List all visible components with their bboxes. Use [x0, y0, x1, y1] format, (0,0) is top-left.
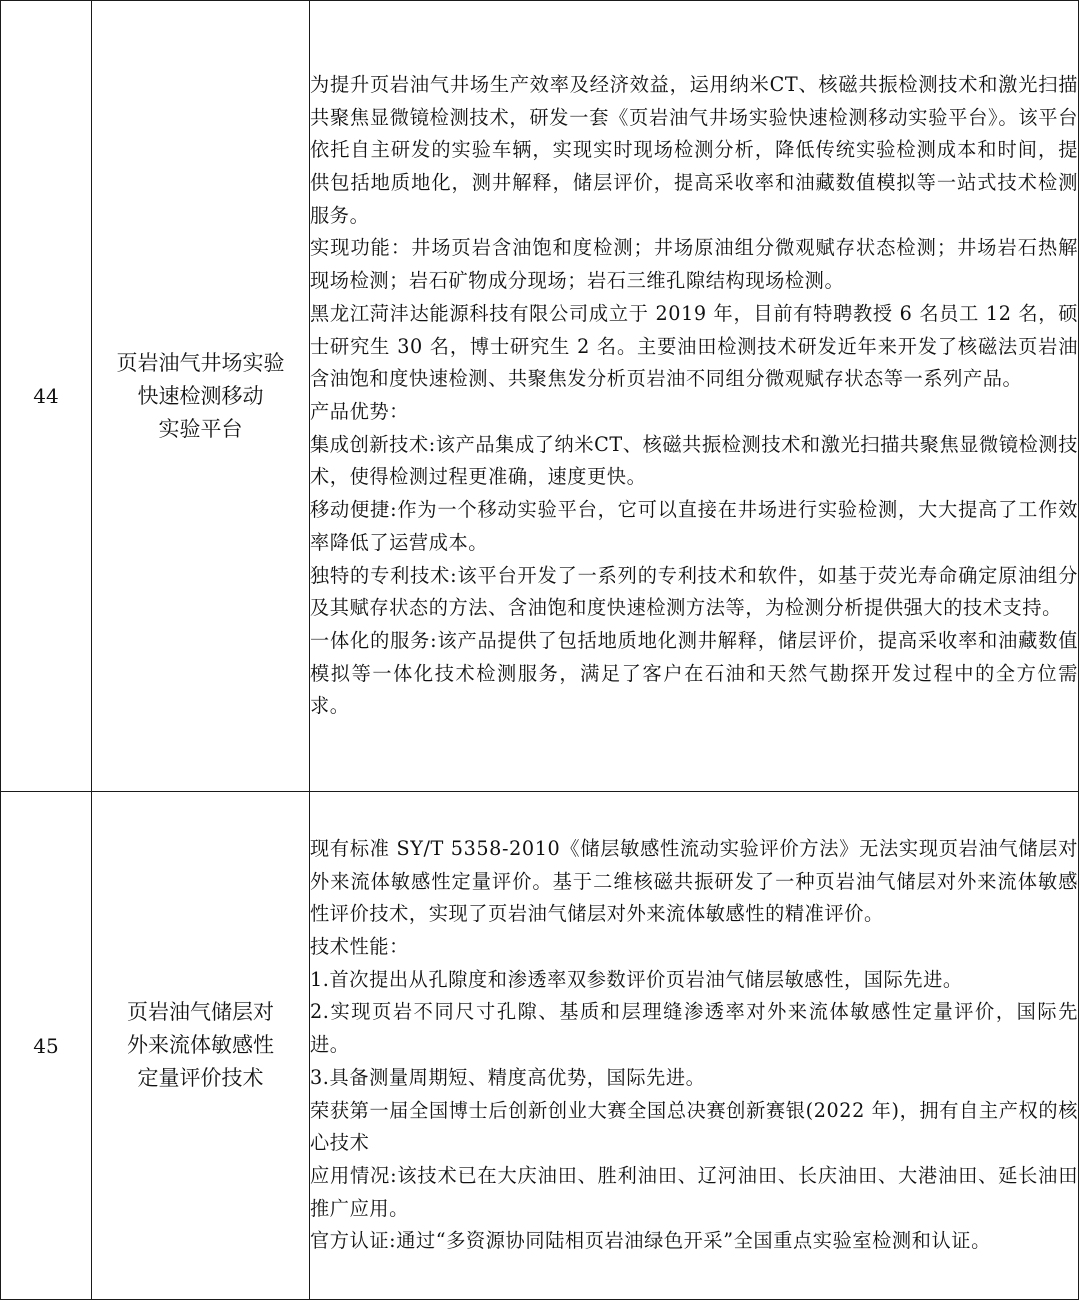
description-paragraph: 产品优势： [310, 400, 409, 423]
description-paragraph: 移动便捷:作为一个移动实验平台，它可以直接在井场进行实验检测，大大提高了工作效率降低了运营成本。 [310, 498, 1078, 554]
product-name-line: 快速检测移动 [137, 383, 264, 408]
description-paragraph: 荣获第一届全国博士后创新创业大赛全国总决赛创新赛银(2022 年)，拥有自主产权的核心技术 [310, 1098, 1078, 1155]
table-row [1, 1, 1079, 792]
description-paragraph: 一体化的服务:该产品提供了包括地质地化测井解释，储层评价，提高采收率和油藏数值模拟等一体化技术检测服务，满足了客户在石油和天然气勘探开发过程中的全方位需求。 [310, 628, 1078, 718]
row-number-cell [1, 792, 92, 1300]
product-name-cell [92, 1, 310, 792]
description-paragraph: 实现功能：井场页岩含油饱和度检测；井场原油组分微观赋存状态检测；井场岩石热解现场检测；岩石矿物成分现场；岩石三维孔隙结构现场检测。 [310, 236, 1078, 293]
table-row [1, 792, 1079, 1300]
description-paragraph: 黑龙江菏沣达能源科技有限公司成立于 2019 年，目前有特聘教授 6 名员工 12 名，硕士研究生 30 名，博士研究生 2 名。主要油田检测技术研发近年来开发了核磁法页岩油含油饱和度快速检测、共聚焦发分析页岩油不同组分微观赋存状态等一系列产品。 [310, 301, 1078, 391]
product-description-cell [310, 1, 1079, 792]
row-number-cell [1, 1, 92, 792]
product-name-line: 实验平台 [158, 416, 243, 441]
row-number: 45 [33, 1033, 59, 1058]
product-name-line: 页岩油气储层对 [127, 1000, 274, 1024]
row-number: 44 [33, 384, 59, 408]
product-description-cell [310, 792, 1079, 1300]
description-paragraph: 现有标准 SY/T 5358-2010《储层敏感性流动实验评价方法》无法实现页岩油气储层对外来流体敏感性定量评价。基于二维核磁共振研发了一种页岩油气储层对外来流体敏感性评价技术，实现了页岩油气储层对外来流体敏感性的精准评价。 [310, 836, 1078, 926]
description-paragraph: 3.具备测量周期短、精度高优势，国际先进。 [310, 1065, 706, 1089]
product-name-line: 定量评价技术 [137, 1066, 264, 1090]
description-paragraph: 官方认证:通过“多资源协同陆相页岩油绿色开采”全国重点实验室检测和认证。 [310, 1229, 991, 1253]
product-name-cell [92, 792, 310, 1300]
product-name-line: 外来流体敏感性 [127, 1033, 274, 1057]
product-name-line: 页岩油气井场实验 [116, 350, 285, 375]
description-paragraph: 为提升页岩油气井场生产效率及经济效益，运用纳米CT、核磁共振检测技术和激光扫描共聚焦显微镜检测技术，研发一套《页岩油气井场实验快速检测移动实验平台》。该平台依托自主研发的实验车辆，实现实时现场检测分析，降低传统实验检测成本和时间，提供包括地质地化，测井解释，储层评价，提高采收率和油藏数值模拟等一站式技术检测服务。 [310, 72, 1078, 227]
description-paragraph: 应用情况:该技术已在大庆油田、胜利油田、辽河油田、长庆油田、大港油田、延长油田推广应用。 [310, 1163, 1078, 1220]
description-paragraph: 1.首次提出从孔隙度和渗透率双参数评价页岩油气储层敏感性，国际先进。 [310, 967, 963, 991]
description-paragraph: 集成创新技术:该产品集成了纳米CT、核磁共振检测技术和激光扫描共聚焦显微镜检测技术，使得检测过程更准确，速度更快。 [310, 432, 1078, 489]
description-paragraph: 独特的专利技术:该平台开发了一系列的专利技术和软件，如基于荧光寿命确定原油组分及其赋存状态的方法、含油饱和度快速检测方法等，为检测分析提供强大的技术支持。 [310, 563, 1078, 620]
description-paragraph: 2.实现页岩不同尺寸孔隙、基质和层理缝渗透率对外来流体敏感性定量评价，国际先进。 [310, 1000, 1078, 1057]
description-paragraph: 技术性能： [310, 935, 409, 959]
